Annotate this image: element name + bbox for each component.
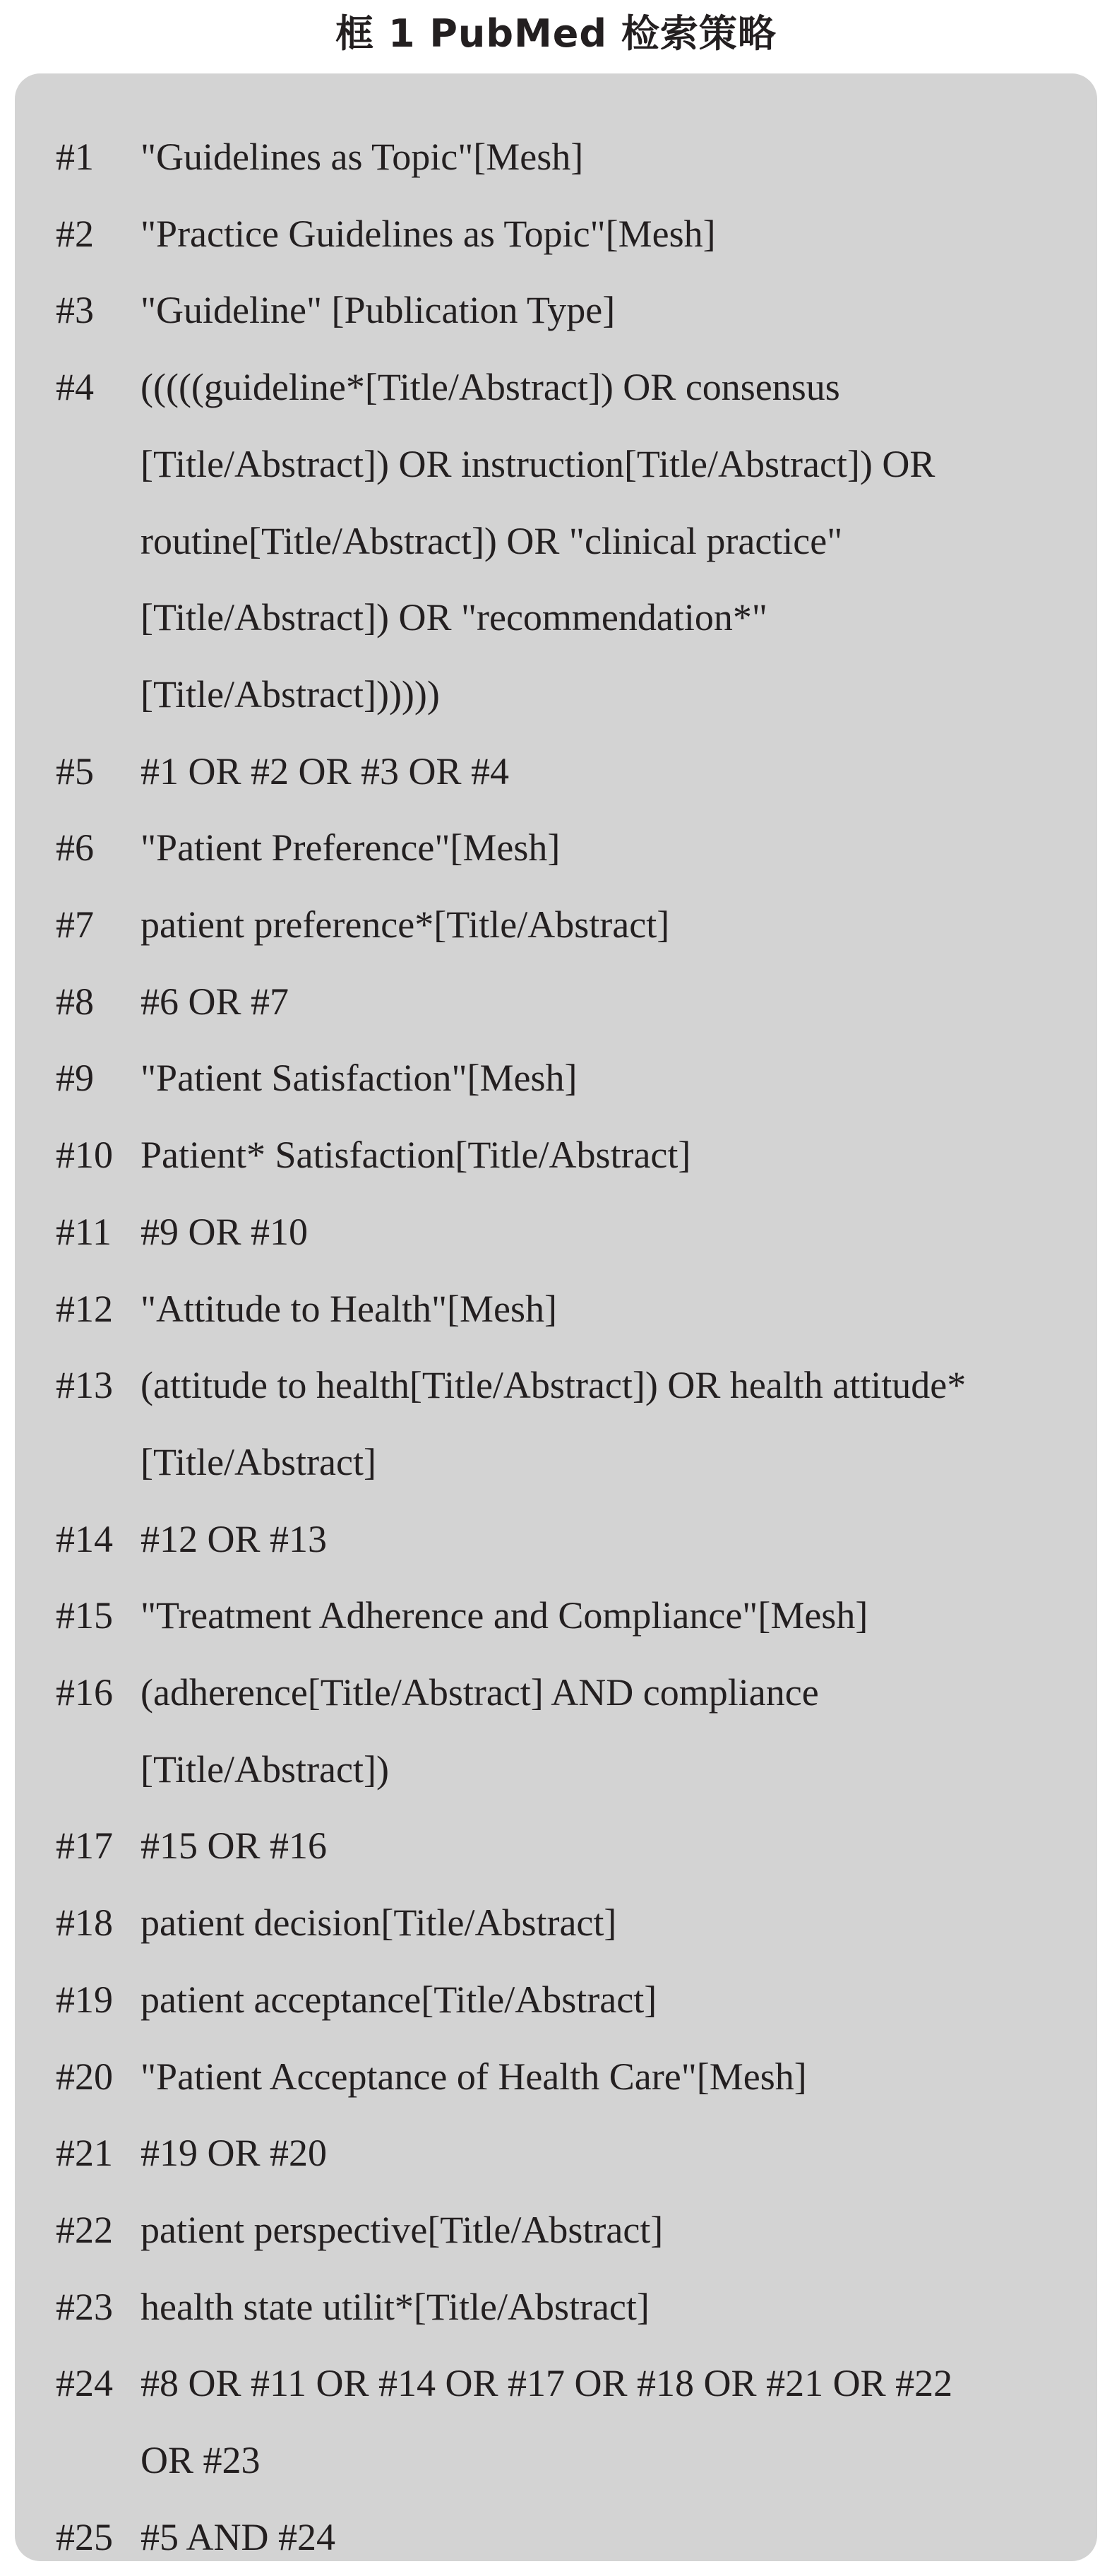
search-step-query: [141, 809, 1097, 886]
search-step-query: [141, 1961, 1097, 2038]
search-step-number: #12: [56, 1287, 113, 1330]
search-step-query: [141, 886, 1097, 963]
search-step-number: #13: [56, 1364, 113, 1407]
search-query-line: [Title/Abstract]) OR "recommendation*": [141, 596, 767, 639]
search-query-line: [Title/Abstract]))))): [141, 672, 440, 716]
search-step-query: [141, 1271, 1097, 1348]
search-query-line: #15 OR #16: [141, 1824, 328, 1868]
search-step-row: [15, 1040, 1097, 1117]
search-step-query: [141, 733, 1097, 810]
search-query-line: (((((guideline*[Title/Abstract]) OR consensus: [141, 366, 840, 409]
search-step-number: #15: [56, 1594, 113, 1637]
search-step-query: [141, 1501, 1097, 1578]
search-step-row: [15, 2345, 1097, 2498]
search-query-line: "Treatment Adherence and Compliance"[Mesh]: [141, 1594, 868, 1637]
search-query-line: [Title/Abstract]) OR instruction[Title/Abstract]) OR: [141, 442, 935, 485]
search-step-query: [141, 349, 1097, 733]
search-query-line: [Title/Abstract]: [141, 1440, 376, 1483]
search-query-line: #1 OR #2 OR #3 OR #4: [141, 749, 510, 793]
search-step-number: #16: [56, 1671, 113, 1714]
search-step-row: [15, 1347, 1097, 1500]
search-step-number: #3: [56, 289, 94, 332]
search-step-query: [141, 272, 1097, 349]
search-step-number: #7: [56, 903, 94, 946]
search-query-line: (attitude to health[Title/Abstract]) OR health attitude*: [141, 1364, 967, 1407]
search-query-line: #12 OR #13: [141, 1517, 328, 1560]
search-step-number: #2: [56, 212, 94, 255]
search-step-row: [15, 809, 1097, 886]
search-step-query: [141, 1654, 1097, 1808]
search-query-line: "Guidelines as Topic"[Mesh]: [141, 136, 584, 178]
search-step-query: [141, 2115, 1097, 2192]
search-query-line: Patient* Satisfaction[Title/Abstract]: [141, 1134, 691, 1177]
search-step-row: [15, 1654, 1097, 1808]
search-step-query: [141, 1117, 1097, 1194]
search-query-line: patient perspective[Title/Abstract]: [141, 2208, 664, 2251]
search-query-line: health state utilit*[Title/Abstract]: [141, 2285, 650, 2328]
search-query-line: patient preference*[Title/Abstract]: [141, 903, 670, 946]
search-step-query: [141, 2345, 1097, 2498]
search-step-row: [15, 1194, 1097, 1271]
search-query-line: (adherence[Title/Abstract] AND compliance: [141, 1671, 819, 1714]
search-step-row: [15, 886, 1097, 963]
search-step-query: [141, 196, 1097, 273]
search-step-number: #21: [56, 2132, 113, 2175]
search-step-number: #25: [56, 2515, 113, 2558]
search-query-line: "Patient Acceptance of Health Care"[Mesh]: [141, 2055, 807, 2098]
search-query-line: #6 OR #7: [141, 980, 289, 1023]
search-step-number: #17: [56, 1824, 113, 1868]
search-step-number: #9: [56, 1057, 94, 1100]
search-step-row: [15, 119, 1097, 196]
search-step-row: [15, 349, 1097, 733]
search-query-line: #5 AND #24: [141, 2515, 336, 2558]
search-query-line: #9 OR #10: [141, 1210, 309, 1253]
search-step-number: #5: [56, 749, 94, 793]
search-step-row: [15, 2038, 1097, 2115]
search-step-row: [15, 272, 1097, 349]
search-step-query: [141, 1347, 1097, 1500]
search-step-number: #6: [56, 826, 94, 869]
search-query-line: patient acceptance[Title/Abstract]: [141, 1978, 657, 2021]
search-query-line: patient decision[Title/Abstract]: [141, 1901, 617, 1945]
search-step-row: [15, 1501, 1097, 1578]
search-step-row: [15, 1884, 1097, 1961]
search-query-line: "Attitude to Health"[Mesh]: [141, 1287, 557, 1330]
search-step-row: [15, 733, 1097, 810]
search-query-line: routine[Title/Abstract]) OR "clinical practice": [141, 519, 843, 562]
search-query-line: [Title/Abstract]): [141, 1747, 389, 1791]
search-query-line: "Guideline" [Publication Type]: [141, 289, 616, 332]
search-query-line: #19 OR #20: [141, 2132, 328, 2175]
search-step-query: [141, 2038, 1097, 2115]
search-query-line: "Patient Satisfaction"[Mesh]: [141, 1057, 578, 1100]
search-step-row: [15, 963, 1097, 1040]
search-strategy-list: [15, 119, 1097, 2576]
search-step-row: [15, 2115, 1097, 2192]
search-step-row: [15, 196, 1097, 273]
search-step-number: #20: [56, 2055, 113, 2098]
search-step-row: [15, 2499, 1097, 2576]
search-step-number: #10: [56, 1134, 113, 1177]
search-step-number: #22: [56, 2208, 113, 2251]
search-step-row: [15, 1808, 1097, 1884]
search-step-number: #23: [56, 2285, 113, 2328]
search-step-row: [15, 2192, 1097, 2269]
search-step-row: [15, 2269, 1097, 2346]
search-query-line: "Patient Preference"[Mesh]: [141, 826, 561, 869]
search-query-line: OR #23: [141, 2439, 261, 2482]
search-step-query: [141, 1040, 1097, 1117]
search-step-query: [141, 1194, 1097, 1271]
search-step-number: #11: [56, 1210, 112, 1253]
search-step-query: [141, 963, 1097, 1040]
search-step-row: [15, 1961, 1097, 2038]
search-step-query: [141, 119, 1097, 196]
search-strategy-box: [15, 73, 1097, 2561]
search-step-number: #19: [56, 1978, 113, 2021]
search-step-number: #1: [56, 136, 94, 178]
search-step-query: [141, 2499, 1097, 2576]
search-query-line: #8 OR #11 OR #14 OR #17 OR #18 OR #21 OR #22: [141, 2362, 953, 2405]
search-step-number: #4: [56, 366, 94, 409]
search-step-query: [141, 2192, 1097, 2269]
search-step-row: [15, 1271, 1097, 1348]
box-title: 框 1 PubMed 检索策略: [335, 11, 777, 56]
search-step-query: [141, 2269, 1097, 2346]
search-step-number: #18: [56, 1901, 113, 1945]
search-step-query: [141, 1884, 1097, 1961]
search-step-number: #8: [56, 980, 94, 1023]
search-step-query: [141, 1577, 1097, 1654]
search-step-row: [15, 1117, 1097, 1194]
search-step-row: [15, 1577, 1097, 1654]
search-step-query: [141, 1808, 1097, 1884]
search-step-number: #14: [56, 1517, 113, 1560]
search-query-line: "Practice Guidelines as Topic"[Mesh]: [141, 212, 716, 255]
search-step-number: #24: [56, 2362, 113, 2405]
